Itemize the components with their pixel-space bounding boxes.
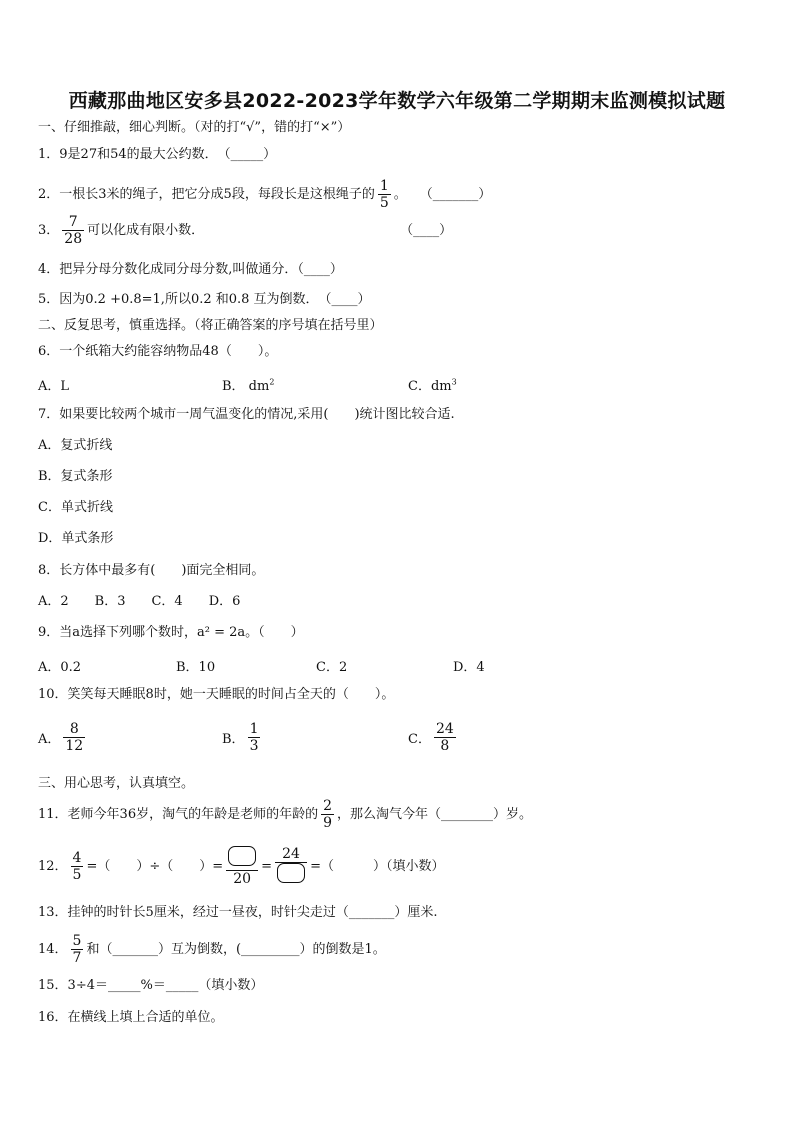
q9-option-a: A．0.2 <box>38 660 82 675</box>
section-3-heading: 三、用心思考，认真填空。 <box>38 776 195 791</box>
fraction-24-blank: 24 <box>275 846 307 887</box>
question-3-number: 3． <box>38 222 60 238</box>
question-12 <box>38 846 444 887</box>
q8-options: A．2 B．3 C．4 D．6 <box>38 594 241 609</box>
question-3-blank: （____） <box>400 222 453 238</box>
q10-option-a: A． $\frac{8}{12}$ <box>38 721 84 754</box>
fraction-2-9: $\frac{2}{9}$ <box>323 798 333 831</box>
question-8: 8．长方体中最多有( )面完全相同。 <box>38 563 265 578</box>
question-11-blank: ，那么淘气今年（________）岁。 <box>337 806 533 822</box>
question-11-text: 11．老师今年36岁，淘气的年龄是老师的年龄的 <box>38 806 319 822</box>
question-16: 16．在横线上填上合适的单位。 <box>38 1010 224 1025</box>
question-2 <box>38 178 491 211</box>
question-14 <box>38 933 386 966</box>
question-1: 1．9是27和54的最大公约数． （_____） <box>38 147 277 162</box>
q6-option-a: A．L <box>38 379 70 394</box>
q10-option-c: C． $\frac{24}{8}$ <box>408 721 454 754</box>
q9-option-b: B．10 <box>176 660 216 675</box>
question-12-decimal-blank: =（ ）（填小数） <box>310 858 445 874</box>
q10-option-b: B． $\frac{1}{3}$ <box>222 721 259 754</box>
q7-option-d: D．单式条形 <box>38 531 114 546</box>
fraction-24-8: $\frac{24}{8}$ <box>435 721 454 754</box>
question-9: 9．当a选择下列哪个数时，a² = 2a。（ ） <box>38 625 304 640</box>
q9-option-c: C．2 <box>316 660 348 675</box>
q7-option-c: C．单式折线 <box>38 500 113 515</box>
question-5: 5．因为0.2 +0.8=1,所以0.2 和0.8 互为倒数． （____） <box>38 292 371 307</box>
fraction-blank-20: 20 <box>226 846 258 887</box>
fraction-5-7: $\frac{5}{7}$ <box>72 933 82 966</box>
question-15: 15．3÷4＝_____%＝_____（填小数） <box>38 978 264 993</box>
q6-option-c: C．$dm^3$ <box>408 377 457 394</box>
page-title: 西藏那曲地区安多县2022-2023学年数学六年级第二学期期末监测模拟试题 <box>68 90 726 112</box>
question-12-number: 12． <box>38 858 68 874</box>
question-2-blank: 。 （_______） <box>393 186 492 202</box>
section-2-heading: 二、反复思考，慎重选择。（将正确答案的序号填在括号里） <box>38 318 383 333</box>
question-12-equals: = <box>261 858 273 874</box>
q7-option-b: B．复式条形 <box>38 469 113 484</box>
fraction-7-28: $\frac{7}{28}$ <box>64 214 83 247</box>
fraction-one-fifth: $\frac{1}{5}$ <box>379 178 389 211</box>
question-6: 6．一个纸箱大约能容纳物品48（ ）。 <box>38 344 278 359</box>
question-14-number: 14． <box>38 941 68 957</box>
question-7: 7．如果要比较两个城市一周气温变化的情况,采用( )统计图比较合适. <box>38 407 455 422</box>
question-11 <box>38 798 532 831</box>
question-3 <box>38 214 452 247</box>
q7-option-a: A．复式折线 <box>38 438 113 453</box>
question-14-text: 和（_______）互为倒数，(_________）的倒数是1。 <box>86 941 386 957</box>
question-3-text: 可以化成有限小数． <box>87 222 205 238</box>
q9-option-d: D．4 <box>453 660 485 675</box>
question-10: 10．笑笑每天睡眠8时，她一天睡眠的时间占全天的（ ）。 <box>38 687 395 702</box>
question-4: 4．把异分母分数化成同分母分数,叫做通分．（____） <box>38 262 343 277</box>
fraction-8-12: $\frac{8}{12}$ <box>65 721 84 754</box>
question-13: 13．挂钟的时针长5厘米，经过一昼夜，时针尖走过（_______）厘米. <box>38 905 438 920</box>
question-12-division: =（ ）÷（ ）= <box>86 858 224 874</box>
section-1-heading: 一、仔细推敲，细心判断。（对的打“√”，错的打“×”） <box>38 120 351 135</box>
fraction-4-5: $\frac{4}{5}$ <box>72 850 82 883</box>
q6-option-b: B． $dm^2$ <box>222 377 275 394</box>
question-2-text: 2．一根长3米的绳子，把它分成5段，每段长是这根绳子的 <box>38 186 375 202</box>
fraction-1-3: $\frac{1}{3}$ <box>249 721 259 754</box>
